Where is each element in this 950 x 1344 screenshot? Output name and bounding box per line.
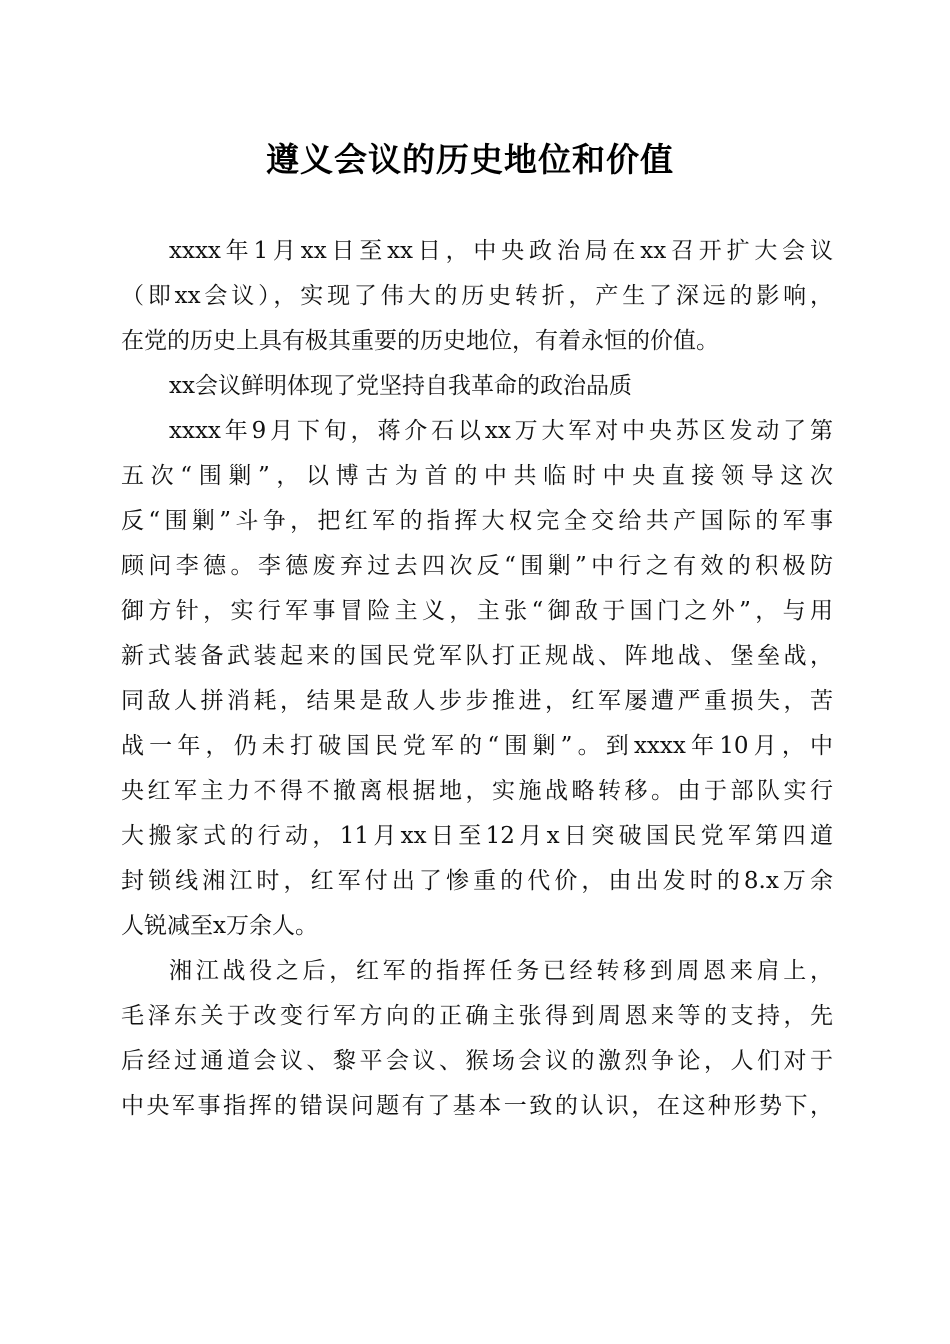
text-line: 战一年，仍未打破国民党军的“围剿”。到xxxx年10月，中 [121,733,833,759]
text-line: 后经过通道会议、黎平会议、猴场会议的激烈争论，人们对于 [121,1048,833,1074]
section-heading: xx会议鲜明体现了党坚持自我革命的政治品质 [169,373,632,399]
text-line: 御方针，实行军事冒险主义，主张“御敌于国门之外”，与用 [121,598,833,624]
text-line: 五次“围剿”，以博古为首的中共临时中央直接领导这次 [121,463,833,489]
text-line: 人锐减至x万余人。 [121,913,318,939]
text-line: 中央军事指挥的错误问题有了基本一致的认识，在这种形势下， [121,1093,833,1119]
text-line: 同敌人拼消耗，结果是敌人步步推进，红军屡遭严重损失，苦 [121,688,833,714]
document-body [121,229,833,1129]
text-line: （即xx会议），实现了伟大的历史转折，产生了深远的影响， [121,283,833,309]
text-line: 湘江战役之后，红军的指挥任务已经转移到周恩来肩上， [169,958,833,984]
text-line: 新式装备武装起来的国民党军队打正规战、阵地战、堡垒战， [121,643,833,669]
text-line: 毛泽东关于改变行军方向的正确主张得到周恩来等的支持，先 [121,1003,833,1029]
text-line: xxxx年9月下旬，蒋介石以xx万大军对中央苏区发动了第 [169,418,833,444]
text-line: 大搬家式的行动，11月xx日至12月x日突破国民党军第四道 [121,823,833,849]
text-line: 央红军主力不得不撤离根据地，实施战略转移。由于部队实行 [121,778,833,804]
text-line: 反“围剿”斗争，把红军的指挥大权完全交给共产国际的军事 [121,508,833,534]
text-line: xxxx年1月xx日至xx日，中央政治局在xx召开扩大会议 [169,238,833,264]
text-line: 在党的历史上具有极其重要的历史地位，有着永恒的价值。 [121,328,719,354]
document-title: 遵义会议的历史地位和价值 [266,140,674,179]
text-line: 顾问李德。李德废弃过去四次反“围剿”中行之有效的积极防 [121,553,833,579]
text-line: 封锁线湘江时，红军付出了惨重的代价，由出发时的8.x万余 [121,868,833,894]
